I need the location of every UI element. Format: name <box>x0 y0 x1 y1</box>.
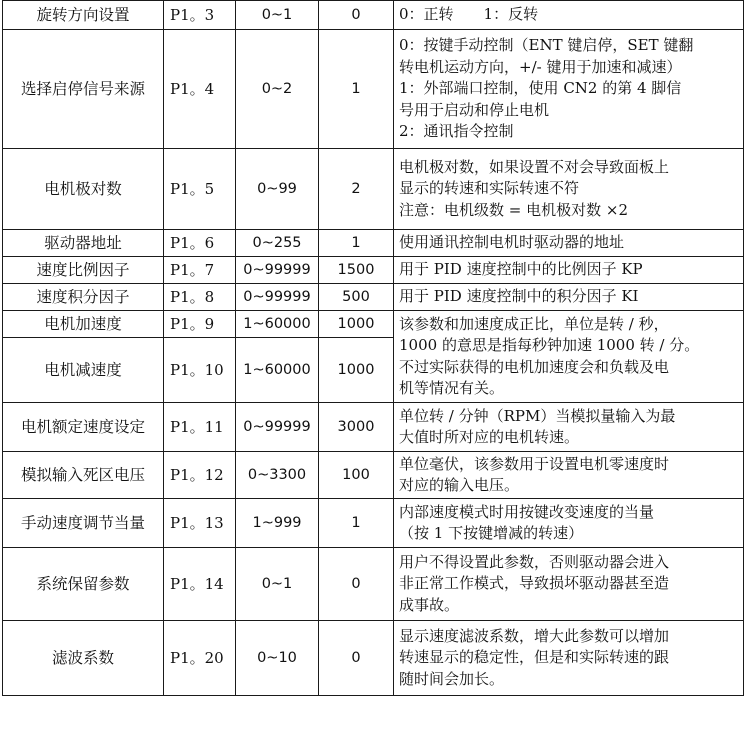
desc-line: 大值时所对应的电机转速。 <box>399 428 580 446</box>
param-code: P1。8 <box>164 284 236 311</box>
table-row <box>3 548 744 621</box>
desc-line: 成事故。 <box>399 595 460 614</box>
desc-line: 用于 PID 速度控制中的比例因子 KP <box>399 260 643 279</box>
param-code: P1。4 <box>164 30 236 149</box>
param-range: 0~1 <box>236 548 319 621</box>
param-code: P1。20 <box>164 621 236 696</box>
desc-line: 使用通讯控制电机时驱动器的地址 <box>399 233 625 252</box>
table-row <box>3 403 744 452</box>
desc-line: 用于 PID 速度控制中的积分因子 KI <box>399 287 639 306</box>
param-default: 100 <box>319 452 394 499</box>
desc-line: （按 1 下按键增减的转速） <box>399 524 584 542</box>
param-default: 1500 <box>319 257 394 284</box>
param-code: P1。3 <box>164 1 236 30</box>
param-name: 选择启停信号来源 <box>3 30 164 149</box>
param-range: 0~99 <box>236 149 319 230</box>
desc-line: 2：通讯指令控制 <box>399 122 514 141</box>
desc-line: 注意：电机级数 = 电机极对数 ×2 <box>399 200 628 219</box>
desc-line: 单位转 / 分钟（RPM）当模拟量输入为最 <box>399 406 676 425</box>
table-row <box>3 1 744 30</box>
param-description-shared <box>394 311 744 403</box>
param-name: 速度积分因子 <box>3 284 164 311</box>
desc-line: 非正常工作模式，导致损坏驱动器甚至造 <box>399 574 670 593</box>
param-description <box>394 452 744 499</box>
table-row <box>3 257 744 284</box>
param-code: P1。7 <box>164 257 236 284</box>
param-code: P1。14 <box>164 548 236 621</box>
param-range: 0~3300 <box>236 452 319 499</box>
param-range: 0~99999 <box>236 403 319 452</box>
desc-line: 转电机运动方向，+/- 键用于加速和减速） <box>399 57 682 76</box>
table-row <box>3 452 744 499</box>
param-name: 手动速度调节当量 <box>3 499 164 548</box>
desc-line: 电机极对数，如果设置不对会导致面板上 <box>399 157 670 176</box>
table-row <box>3 621 744 696</box>
param-description <box>394 257 744 284</box>
param-description <box>394 230 744 257</box>
param-name: 电机减速度 <box>3 338 164 403</box>
desc-line: 1000 的意思是指每秒钟加速 1000 转 / 分。 <box>399 336 700 354</box>
param-description <box>394 403 744 452</box>
param-range: 0~10 <box>236 621 319 696</box>
table-row <box>3 149 744 230</box>
table-row <box>3 284 744 311</box>
desc-line: 用户不得设置此参数，否则驱动器会进入 <box>399 552 670 571</box>
param-code: P1。5 <box>164 149 236 230</box>
param-name: 滤波系数 <box>3 621 164 696</box>
desc-line: 显示速度滤波系数，增大此参数可以增加 <box>399 626 670 645</box>
param-code: P1。11 <box>164 403 236 452</box>
desc-line: 随时间会加长。 <box>399 669 505 688</box>
desc-line: 号用于启动和停止电机 <box>399 100 550 119</box>
table-row <box>3 30 744 149</box>
param-code: P1。9 <box>164 311 236 338</box>
param-default: 1 <box>319 499 394 548</box>
param-name: 驱动器地址 <box>3 230 164 257</box>
param-code: P1。13 <box>164 499 236 548</box>
param-description <box>394 621 744 696</box>
desc-line: 单位毫伏，该参数用于设置电机零速度时 <box>399 454 670 473</box>
param-description <box>394 548 744 621</box>
desc-line: 0：按键手动控制（ENT 键启停，SET 键翻 <box>399 36 694 55</box>
desc-line: 内部速度模式时用按键改变速度的当量 <box>399 502 655 521</box>
param-range: 0~2 <box>236 30 319 149</box>
param-code: P1。12 <box>164 452 236 499</box>
param-default: 1000 <box>319 311 394 338</box>
desc-line: 不过实际获得的电机加速度会和负载及电 <box>399 357 670 376</box>
param-description <box>394 1 744 30</box>
param-default: 1 <box>319 230 394 257</box>
param-name: 旋转方向设置 <box>3 1 164 30</box>
param-default: 0 <box>319 1 394 30</box>
param-default: 1 <box>319 30 394 149</box>
param-description <box>394 284 744 311</box>
table-row <box>3 311 744 338</box>
table-row <box>3 499 744 548</box>
desc-line: 0：正转 1：反转 <box>399 5 539 24</box>
desc-line: 对应的输入电压。 <box>399 476 520 494</box>
param-name: 电机加速度 <box>3 311 164 338</box>
desc-line: 显示的转速和实际转速不符 <box>399 179 580 198</box>
desc-line: 该参数和加速度成正比，单位是转 / 秒， <box>399 314 669 333</box>
parameter-table <box>2 0 744 696</box>
param-name: 模拟输入死区电压 <box>3 452 164 499</box>
param-range: 0~99999 <box>236 284 319 311</box>
param-default: 3000 <box>319 403 394 452</box>
table-row <box>3 230 744 257</box>
param-range: 0~1 <box>236 1 319 30</box>
param-description <box>394 149 744 230</box>
desc-line: 1：外部端口控制，使用 CN2 的第 4 脚信 <box>399 79 682 98</box>
param-range: 0~255 <box>236 230 319 257</box>
param-name: 电机额定速度设定 <box>3 403 164 452</box>
param-description <box>394 30 744 149</box>
param-range: 0~99999 <box>236 257 319 284</box>
param-name: 系统保留参数 <box>3 548 164 621</box>
param-code: P1。6 <box>164 230 236 257</box>
param-default: 0 <box>319 548 394 621</box>
param-description <box>394 499 744 548</box>
param-code: P1。10 <box>164 338 236 403</box>
param-default: 2 <box>319 149 394 230</box>
param-name: 电机极对数 <box>3 149 164 230</box>
param-range: 1~999 <box>236 499 319 548</box>
desc-line: 机等情况有关。 <box>399 379 505 397</box>
param-default: 500 <box>319 284 394 311</box>
desc-line: 转速显示的稳定性，但是和实际转速的跟 <box>399 648 670 667</box>
param-range: 1~60000 <box>236 311 319 338</box>
param-default: 0 <box>319 621 394 696</box>
param-range: 1~60000 <box>236 338 319 403</box>
param-name: 速度比例因子 <box>3 257 164 284</box>
param-default: 1000 <box>319 338 394 403</box>
